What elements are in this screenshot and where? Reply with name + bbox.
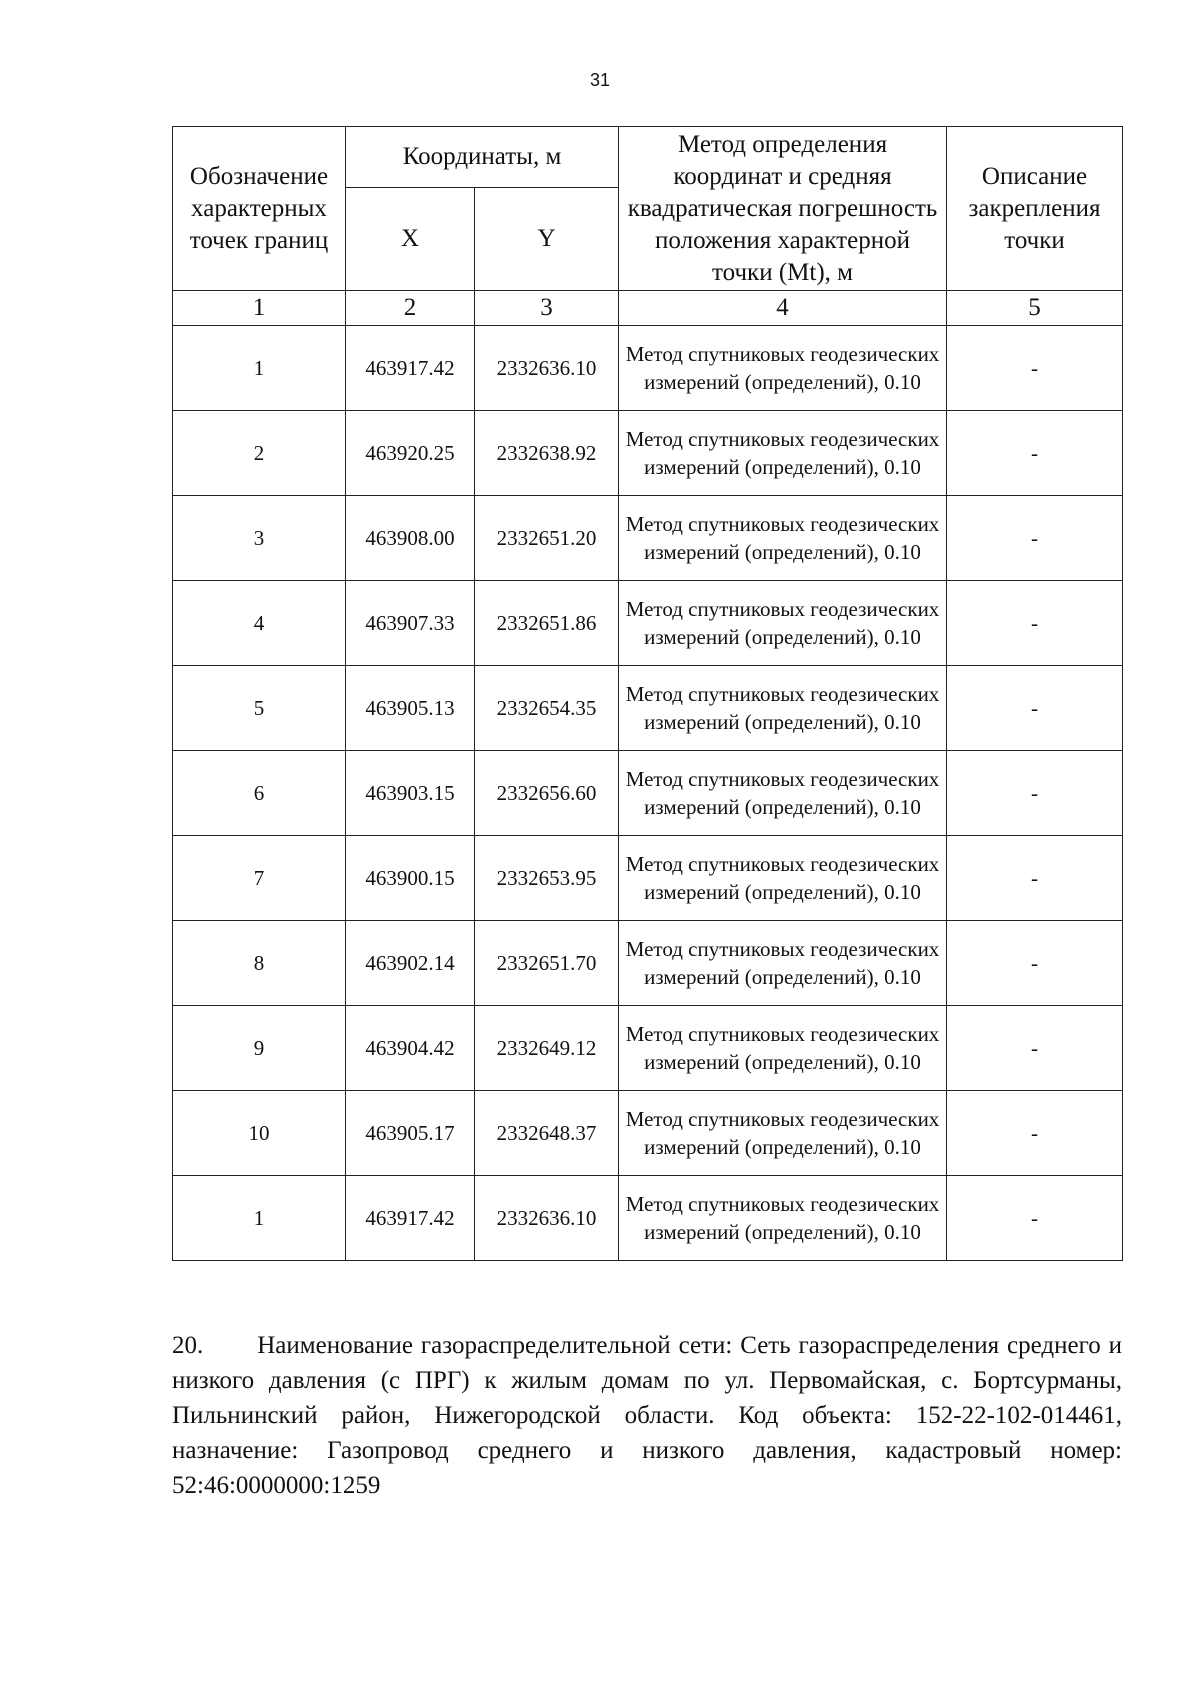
- column-number: 1: [173, 291, 346, 326]
- table-row: [173, 1006, 1123, 1091]
- cell-point: 8: [173, 921, 346, 1006]
- coordinates-table: [172, 126, 1123, 1261]
- cell-y: 2332638.92: [475, 411, 619, 496]
- cell-description: -: [947, 1091, 1123, 1176]
- column-number: 4: [619, 291, 947, 326]
- table-row: [173, 666, 1123, 751]
- cell-point: 4: [173, 581, 346, 666]
- page-number: 31: [589, 70, 611, 90]
- cell-description: -: [947, 921, 1123, 1006]
- cell-description: -: [947, 751, 1123, 836]
- header-y: Y: [475, 188, 619, 291]
- column-number: 3: [475, 291, 619, 326]
- table-row: [173, 326, 1123, 411]
- cell-x: 463904.42: [346, 1006, 475, 1091]
- cell-x: 463917.42: [346, 1176, 475, 1261]
- cell-description: -: [947, 1006, 1123, 1091]
- cell-description: -: [947, 836, 1123, 921]
- cell-y: 2332651.86: [475, 581, 619, 666]
- cell-x: 463905.13: [346, 666, 475, 751]
- cell-y: 2332648.37: [475, 1091, 619, 1176]
- cell-method: Метод спутниковых геодезических измерений (определений), 0.10: [619, 1006, 947, 1091]
- cell-description: -: [947, 326, 1123, 411]
- cell-description: -: [947, 581, 1123, 666]
- cell-point: 1: [173, 326, 346, 411]
- cell-description: -: [947, 666, 1123, 751]
- header-description: Описание закрепления точки: [947, 127, 1123, 291]
- cell-y: 2332653.95: [475, 836, 619, 921]
- header-coordinates: Координаты, м: [346, 127, 619, 188]
- column-number: 2: [346, 291, 475, 326]
- cell-point: 2: [173, 411, 346, 496]
- table-row: [173, 921, 1123, 1006]
- cell-description: -: [947, 411, 1123, 496]
- cell-description: -: [947, 1176, 1123, 1261]
- cell-method: Метод спутниковых геодезических измерений (определений), 0.10: [619, 1176, 947, 1261]
- cell-y: 2332656.60: [475, 751, 619, 836]
- cell-point: 9: [173, 1006, 346, 1091]
- cell-x: 463920.25: [346, 411, 475, 496]
- cell-x: 463900.15: [346, 836, 475, 921]
- cell-x: 463903.15: [346, 751, 475, 836]
- cell-y: 2332636.10: [475, 1176, 619, 1261]
- cell-method: Метод спутниковых геодезических измерений (определений), 0.10: [619, 326, 947, 411]
- cell-y: 2332636.10: [475, 326, 619, 411]
- cell-y: 2332649.12: [475, 1006, 619, 1091]
- table-row: [173, 411, 1123, 496]
- cell-method: Метод спутниковых геодезических измерений (определений), 0.10: [619, 921, 947, 1006]
- table-row: [173, 1176, 1123, 1261]
- cell-method: Метод спутниковых геодезических измерений (определений), 0.10: [619, 496, 947, 581]
- cell-method: Метод спутниковых геодезических измерений (определений), 0.10: [619, 1091, 947, 1176]
- header-x: X: [346, 188, 475, 291]
- section-number: 20.: [172, 1332, 204, 1359]
- cell-y: 2332651.20: [475, 496, 619, 581]
- cell-method: Метод спутниковых геодезических измерений (определений), 0.10: [619, 411, 947, 496]
- cell-x: 463908.00: [346, 496, 475, 581]
- cell-method: Метод спутниковых геодезических измерений (определений), 0.10: [619, 836, 947, 921]
- column-number-row: [173, 291, 1123, 326]
- cell-description: -: [947, 496, 1123, 581]
- column-number: 5: [947, 291, 1123, 326]
- cell-point: 3: [173, 496, 346, 581]
- section-text: Наименование газораспределительной сети: Сеть газораспределения среднего и низкого давления (с ПРГ) к жилым домам по ул. Первомайская, с. Бортсурманы, Пильнинский район, Нижегородской области. Код объекта: 152-22-102-014461, назначение: Газопровод среднего и низкого давления, кадастровый номер: 52:46:0000000:1259: [172, 1332, 1122, 1499]
- table-row: [173, 581, 1123, 666]
- header-designation: Обозначение характерных точек границ: [173, 127, 346, 291]
- table-row: [173, 836, 1123, 921]
- cell-point: 1: [173, 1176, 346, 1261]
- table-row: [173, 1091, 1123, 1176]
- cell-point: 7: [173, 836, 346, 921]
- table-body: [173, 326, 1123, 1261]
- cell-method: Метод спутниковых геодезических измерений (определений), 0.10: [619, 581, 947, 666]
- cell-point: 10: [173, 1091, 346, 1176]
- cell-x: 463905.17: [346, 1091, 475, 1176]
- cell-x: 463902.14: [346, 921, 475, 1006]
- table-row: [173, 751, 1123, 836]
- cell-y: 2332654.35: [475, 666, 619, 751]
- cell-method: Метод спутниковых геодезических измерений (определений), 0.10: [619, 666, 947, 751]
- header-method: Метод определения координат и средняя квадратическая погрешность положения характерной точки (Mt), м: [619, 127, 947, 291]
- cell-method: Метод спутниковых геодезических измерений (определений), 0.10: [619, 751, 947, 836]
- cell-y: 2332651.70: [475, 921, 619, 1006]
- cell-x: 463917.42: [346, 326, 475, 411]
- cell-point: 6: [173, 751, 346, 836]
- cell-point: 5: [173, 666, 346, 751]
- cell-x: 463907.33: [346, 581, 475, 666]
- section-paragraph: [172, 1328, 1122, 1503]
- table-row: [173, 496, 1123, 581]
